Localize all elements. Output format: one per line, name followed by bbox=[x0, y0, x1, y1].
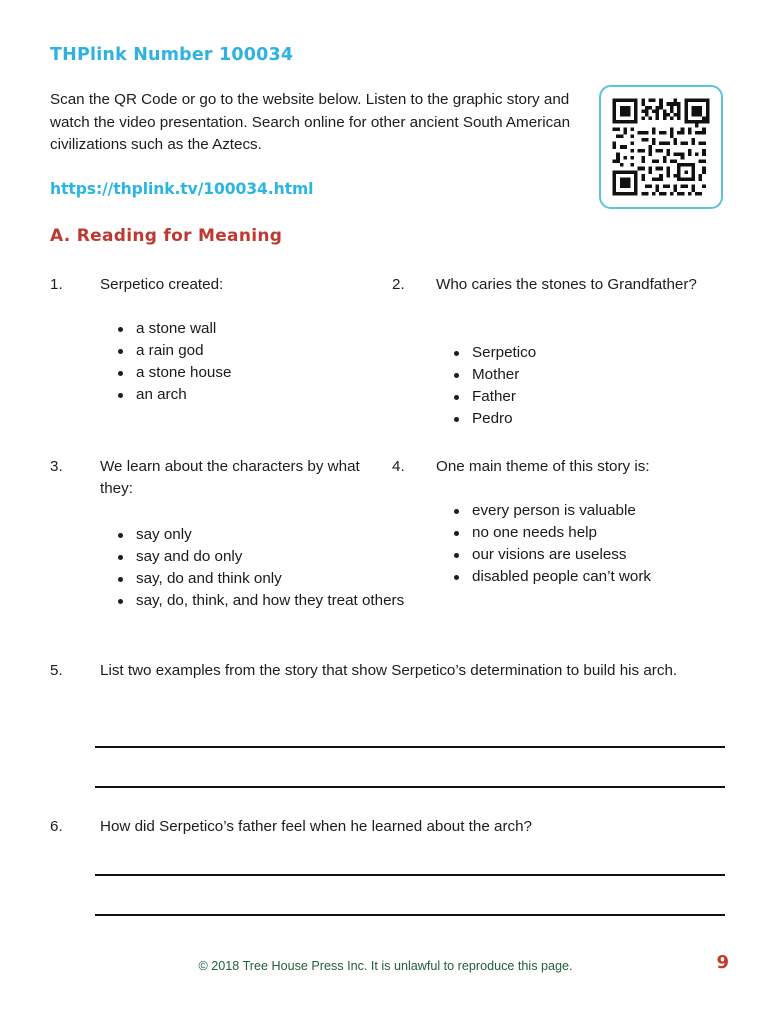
option[interactable]: say, do, think, and how they treat others bbox=[100, 590, 445, 611]
thplink-url-link[interactable]: https://thplink.tv/100034.html bbox=[50, 180, 314, 198]
question-6 bbox=[50, 816, 710, 838]
question-6-number: 6. bbox=[50, 818, 63, 835]
option[interactable]: Serpetico bbox=[436, 342, 756, 364]
question-2-options bbox=[436, 342, 756, 430]
qr-code-image bbox=[609, 95, 713, 199]
question-1-options bbox=[100, 318, 430, 406]
question-3-options bbox=[100, 524, 445, 611]
option[interactable]: say and do only bbox=[100, 546, 445, 568]
answer-line[interactable] bbox=[95, 874, 725, 876]
question-4-number: 4. bbox=[392, 458, 405, 475]
question-3 bbox=[50, 456, 395, 499]
question-4-stem: One main theme of this story is: bbox=[436, 458, 650, 475]
question-2-stem: Who caries the stones to Grandfather? bbox=[436, 276, 697, 293]
option[interactable]: Mother bbox=[436, 364, 756, 386]
answer-line[interactable] bbox=[95, 746, 725, 748]
copyright-notice: © 2018 Tree House Press Inc. It is unlawful to reproduce this page. bbox=[198, 959, 573, 973]
option[interactable]: a stone house bbox=[100, 362, 430, 384]
option[interactable]: an arch bbox=[100, 384, 430, 406]
question-5-number: 5. bbox=[50, 662, 63, 679]
option[interactable]: Pedro bbox=[436, 408, 756, 430]
answer-line[interactable] bbox=[95, 786, 725, 788]
answer-line[interactable] bbox=[95, 914, 725, 916]
option[interactable]: a stone wall bbox=[100, 318, 430, 340]
question-5 bbox=[50, 660, 710, 682]
question-6-stem: How did Serpetico’s father feel when he learned about the arch? bbox=[100, 818, 532, 835]
question-1 bbox=[50, 274, 380, 296]
question-2 bbox=[392, 274, 712, 296]
question-1-stem: Serpetico created: bbox=[100, 276, 224, 293]
question-4 bbox=[392, 456, 722, 478]
option[interactable]: Father bbox=[436, 386, 756, 408]
question-4-options bbox=[436, 500, 766, 588]
section-heading: A. Reading for Meaning bbox=[50, 226, 283, 246]
option[interactable]: disabled people can’t work bbox=[436, 566, 766, 588]
question-2-number: 2. bbox=[392, 276, 405, 293]
qr-code[interactable] bbox=[599, 85, 723, 209]
question-3-stem: We learn about the characters by what they: bbox=[100, 458, 360, 497]
option[interactable]: no one needs help bbox=[436, 522, 766, 544]
option[interactable]: a rain god bbox=[100, 340, 430, 362]
page-title: THPlink Number 100034 bbox=[50, 45, 294, 65]
question-1-number: 1. bbox=[50, 276, 63, 293]
page-number: 9 bbox=[716, 952, 729, 973]
question-5-stem: List two examples from the story that show Serpetico’s determination to build his arch. bbox=[100, 662, 678, 679]
question-3-number: 3. bbox=[50, 458, 63, 475]
option[interactable]: say, do and think only bbox=[100, 568, 445, 590]
intro-paragraph: Scan the QR Code or go to the website below. Listen to the graphic story and watch the video presentation. Search online for other ancient South American civilizations such as the Aztecs. bbox=[50, 91, 571, 153]
option[interactable]: every person is valuable bbox=[436, 500, 766, 522]
option[interactable]: our visions are useless bbox=[436, 544, 766, 566]
option[interactable]: say only bbox=[100, 524, 445, 546]
